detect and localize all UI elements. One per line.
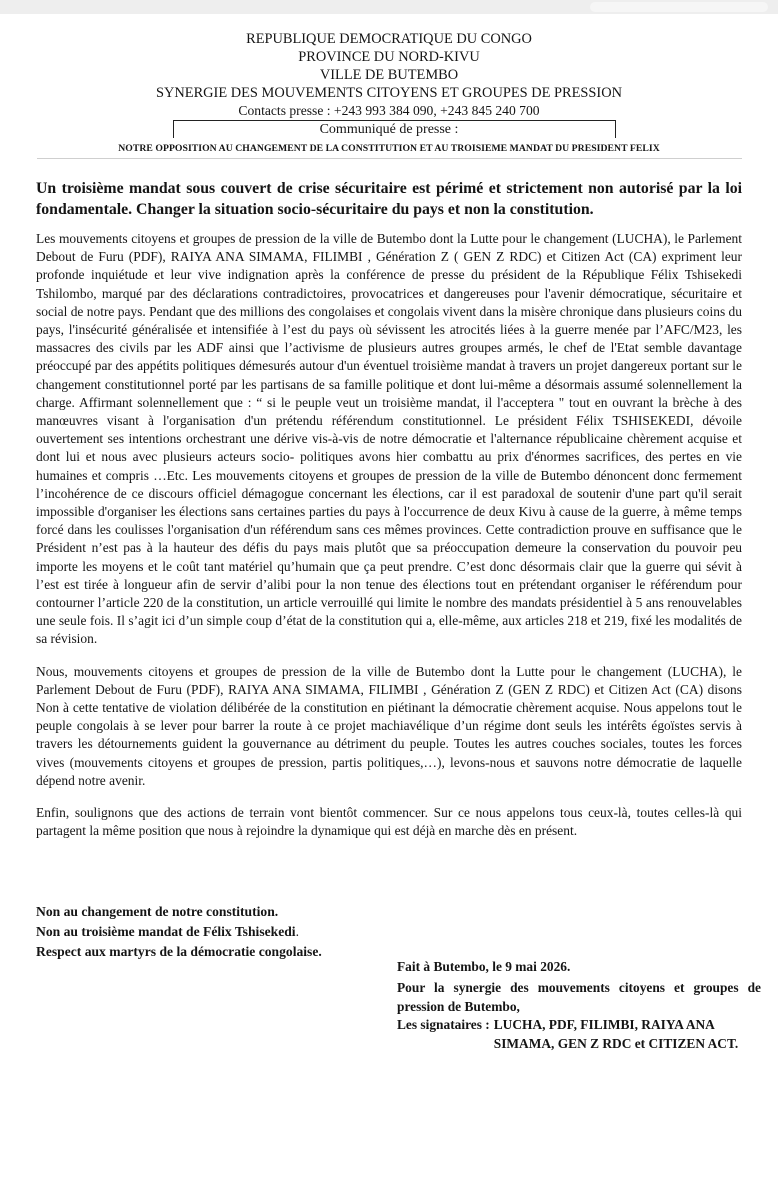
slogan-constitution: Non au changement de notre constitution. bbox=[36, 904, 279, 919]
slogans bbox=[36, 902, 322, 962]
slogan-third-mandate-period: . bbox=[295, 924, 299, 939]
slogan-third-mandate bbox=[36, 922, 322, 942]
body-paragraph-3: Enfin, soulignons que des actions de terrain vont bientôt commencer. Sur ce nous appelons tous ceux-là, toutes celles-là qui partagent la même position que nous à rejoindre la dynamique qui est déjà en marche dès en présent. bbox=[36, 805, 742, 839]
place-date: Fait à Butembo, le 9 mai 2026. bbox=[397, 959, 571, 974]
title-frame-top-rule bbox=[173, 120, 616, 121]
body-paragraph-2: Nous, mouvements citoyens et groupes de pression de la ville de Butembo dont la Lutte pour le changement (LUCHA), le Parlement Debout de Furu (PDF), RAIYA ANA SIMAMA, FILIMBI , Génération Z (GEN Z RDC) et Citizen Act (CA) disons Non à cette tentative de violation délibérée de la constitution en piétinant la démocratie chèrement acquise. Nous appelons tout le peuple congolais à se lever pour barrer la route à ce projet machiavélique d’un régime dont seuls les intérêts égoïstes servis à travers les détournements guident la gouvernance au détriment du peuple. Toutes les autres couches sociales, toutes les forces vives (mouvements citoyens et groupes de pression, partis politiques,…), levons-nous et sauvons notre démocratie de laquelle dépend notre avenir. bbox=[36, 663, 742, 788]
signatories-row bbox=[397, 1016, 761, 1053]
body-text bbox=[36, 230, 742, 855]
press-release-title: NOTRE OPPOSITION AU CHANGEMENT DE LA CONSTITUTION ET AU TROISIEME MANDAT DU PRESIDENT FELIX bbox=[118, 143, 660, 154]
header-organization: SYNERGIE DES MOUVEMENTS CITOYENS ET GROUPES DE PRESSION bbox=[155, 85, 622, 101]
on-behalf-of: Pour la synergie des mouvements citoyens et groupes de pression de Butembo, bbox=[397, 980, 761, 1014]
body-paragraph-1: Les mouvements citoyens et groupes de pression de la ville de Butembo dont la Lutte pour le changement (LUCHA), le Parlement Debout de Furu (PDF), RAIYA ANA SIMAMA, FILIMBI , Génération Z ( GEN Z RDC) et Citizen Act (CA) expriment leur profonde inquiétude et leur vive indignation après la conférence de presse du président de la République Félix Tshisekedi Tshilombo, marqué par des déclarations contradictoires, provocatrices et dangereuses pour l'avenir démocratique, sécuritaire et social de notre pays. Pendant que des millions des congolaises et congolais vivent dans la misère chronique dans plusieurs coins du pays, l'insécurité généralisée et intensifiée à l’est du pays où sévissent les atrocités liées à la guerre menée par l’AFC/M23, les massacres des civils par les ADF ainsi que l’activisme de plusieurs autres groupes armés, le chef de l'Etat semble davantage préoccupé par des appétits politiques démesurés autour d'un éventuel troisième mandat à travers un projet dangereux portant sur le changement constitutionnel porté par les partisans de sa famille politique et dont lui-même a désormais assumé solennellement la charge. Affirmant solennellement que : “ si le peuple veut un troisième mandat, il l'acceptera " tout en ouvrant la brèche à des manœuvres visant à l'organisation d'un prétendu référendum constitutionnel. Le président Félix TSHISEKEDI, dévoile ouvertement ses intentions orchestrant une dérive vis-à-vis de notre démocratie et l'alternance républicaine chèrement acquise et dont lui et nous avec plusieurs acteurs socio- politiques avons hier combattu au prix d'énormes sacrifices, des pertes en vie humaines et compris …Etc. Les mouvements citoyens et groupes de pression de la ville de Butembo dénoncent donc fermement l’incohérence de ce discours officiel démagogue concernant les élections, car il est paradoxal de soutenir d'une part qu'il serait impossible d'organiser les élections sans certaines parties du pays à l'occurrence de deux Kivu à cause de la guerre, à même temps forcé dans les coulisses l'organisation d'un référendum sans ces mêmes provinces. Cette contradiction prouve en suffisance que le Président n’est pas à la hauteur des défis du pays mais plutôt que sa préoccupation demeure la conservation du pouvoir peu importe les moyens et le coût tant matériel qu’humain que ça peut prendre. C’est donc désormais clair que la guerre qui sévit à l’est est tirée à longueur afin de servir d’alibi pour la non tenue des élections tout en prétendant organiser le référendum pour contourner l’article 220 de la constitution, un article verrouillé qui limite le nombre des mandats présidentiel à 5 ans renouvelables une seule fois. Il s’agit ici d’un simple coup d’état de la constitution qui a, elle-même, aux articles 218 et 219, fixé les modalités de sa révision. bbox=[36, 231, 742, 647]
status-pill bbox=[590, 2, 768, 12]
title-frame-left-rule bbox=[173, 120, 174, 138]
document-header bbox=[0, 30, 778, 155]
header-city: VILLE DE BUTEMBO bbox=[319, 67, 459, 83]
press-release-label: Communiqué de presse : bbox=[319, 122, 459, 137]
signature-block bbox=[397, 958, 761, 1053]
signatories-list: LUCHA, PDF, FILIMBI, RAIYA ANA SIMAMA, GEN Z RDC et CITIZEN ACT. bbox=[493, 1017, 739, 1051]
status-bar-strip bbox=[0, 0, 778, 14]
title-frame-bottom-rule bbox=[37, 158, 742, 159]
title-frame-right-rule bbox=[615, 120, 616, 138]
slogan-martyrs: Respect aux martyrs de la démocratie congolaise. bbox=[36, 944, 322, 959]
header-country: REPUBLIQUE DEMOCRATIQUE DU CONGO bbox=[246, 31, 532, 47]
header-contacts: Contacts presse : +243 993 384 090, +243 845 240 700 bbox=[238, 103, 540, 118]
lead-statement: Un troisième mandat sous couvert de crise sécuritaire est périmé et strictement non autorisé par la loi fondamentale. Changer la situation socio-sécuritaire du pays et non la constitution. bbox=[36, 180, 742, 218]
signatories-label: Les signataires : bbox=[397, 1017, 490, 1033]
slogan-third-mandate-text: Non au troisième mandat de Félix Tshisekedi bbox=[36, 924, 296, 939]
header-province: PROVINCE DU NORD-KIVU bbox=[298, 49, 480, 65]
